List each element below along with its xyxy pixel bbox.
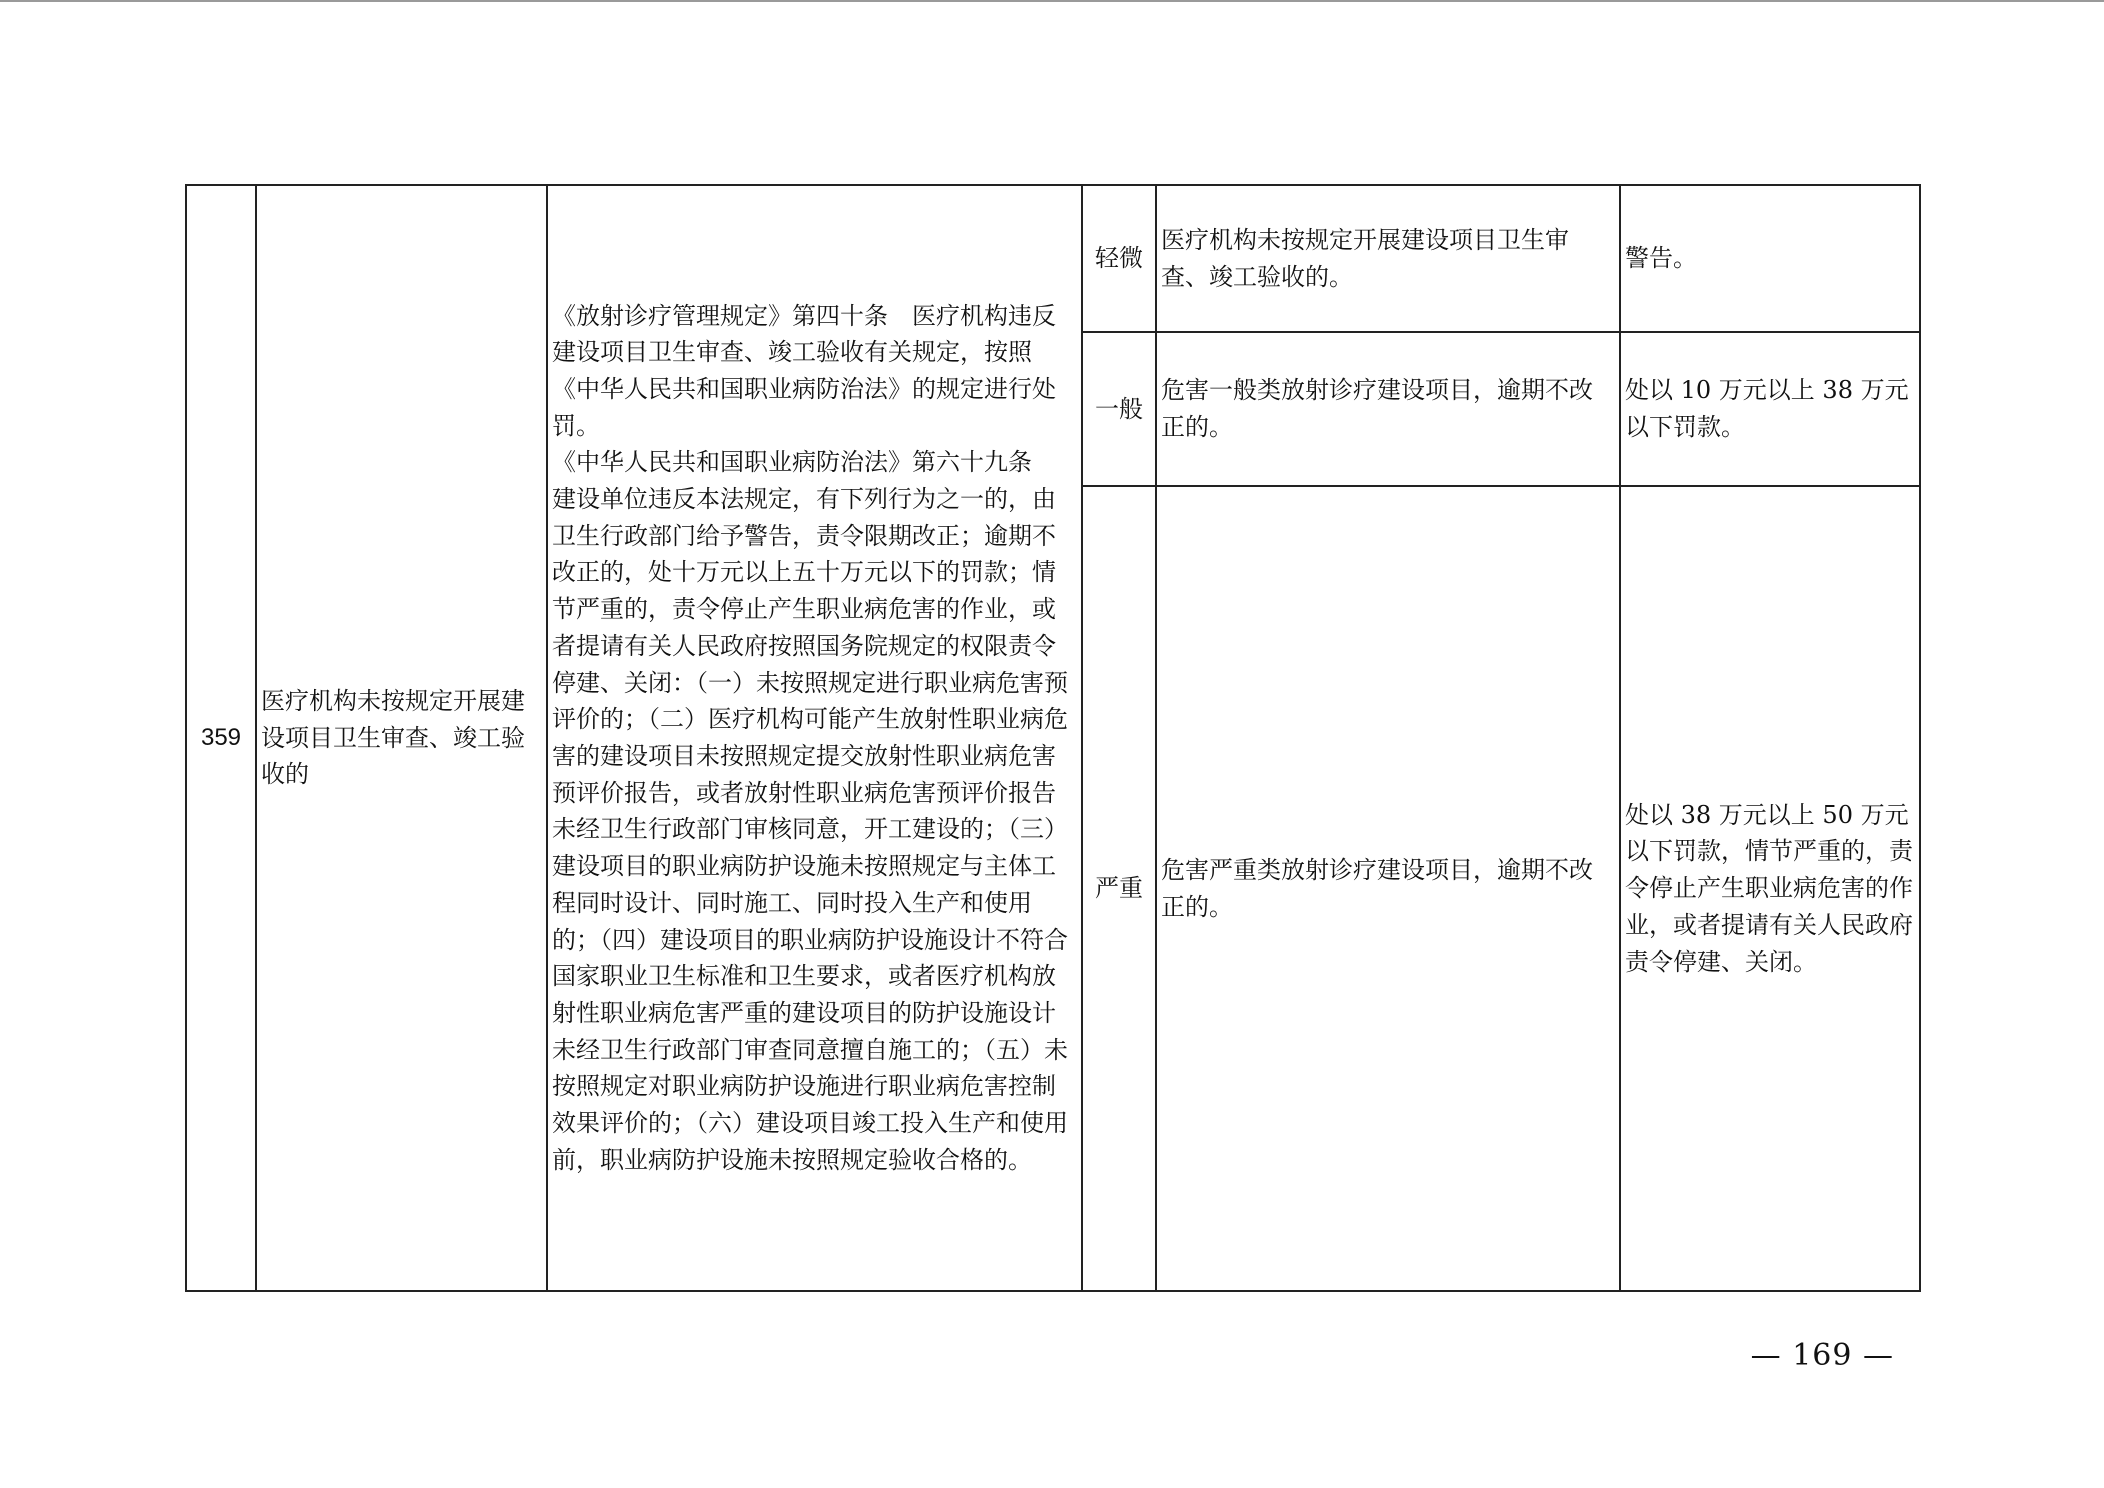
circumstance-minor: 医疗机构未按规定开展建设项目卫生审查、竣工验收的。 xyxy=(1156,185,1620,332)
circumstance-general: 危害一般类放射诊疗建设项目，逾期不改正的。 xyxy=(1156,332,1620,486)
penalty-discretion-table xyxy=(185,184,1921,1292)
legal-basis-cell xyxy=(547,185,1082,1291)
penalty-serious: 处以 38 万元以上 50 万元以下罚款，情节严重的，责令停止产生职业病危害的作业，或者提请有关人民政府责令停建、关闭。 xyxy=(1620,486,1920,1291)
top-border-line xyxy=(0,0,2104,2)
legal-basis-paragraph: 《放射诊疗管理规定》第四十条 医疗机构违反建设项目卫生审查、竣工验收有关规定，按照《中华人民共和国职业病防治法》的规定进行处罚。 xyxy=(552,301,1056,440)
penalty-general: 处以 10 万元以上 38 万元以下罚款。 xyxy=(1620,332,1920,486)
table-row xyxy=(186,185,1920,332)
circumstance-serious: 危害严重类放射诊疗建设项目，逾期不改正的。 xyxy=(1156,486,1620,1291)
entry-number: 359 xyxy=(186,185,256,1291)
level-minor: 轻微 xyxy=(1082,185,1156,332)
legal-basis-paragraph: 《中华人民共和国职业病防治法》第六十九条 建设单位违反本法规定，有下列行为之一的，由卫生行政部门给予警告，责令限期改正；逾期不改正的，处十万元以上五十万元以下的罚款；情节严重的，责令停止产生职业病危害的作业，或者提请有关人民政府按照国务院规定的权限责令停建、关闭：（一）未按照规定进行职业病危害预评价的；（二）医疗机构可能产生放射性职业病危害的建设项目未按照规定提交放射性职业病危害预评价报告，或者放射性职业病危害预评价报告未经卫生行政部门审核同意，开工建设的；（三）建设项目的职业病防护设施未按照规定与主体工程同时设计、同时施工、同时投入生产和使用的；（四）建设项目的职业病防护设施设计不符合国家职业卫生标准和卫生要求，或者医疗机构放射性职业病危害严重的建设项目的防护设施设计未经卫生行政部门审查同意擅自施工的；（五）未按照规定对职业病防护设施进行职业病危害控制效果评价的；（六）建设项目竣工投入生产和使用前，职业病防护设施未按照规定验收合格的。 xyxy=(552,448,1068,1174)
level-general: 一般 xyxy=(1082,332,1156,486)
level-serious: 严重 xyxy=(1082,486,1156,1291)
violation-description: 医疗机构未按规定开展建设项目卫生审查、竣工验收的 xyxy=(256,185,547,1291)
page-number: — 169 — xyxy=(1750,1338,1894,1373)
penalty-minor: 警告。 xyxy=(1620,185,1920,332)
